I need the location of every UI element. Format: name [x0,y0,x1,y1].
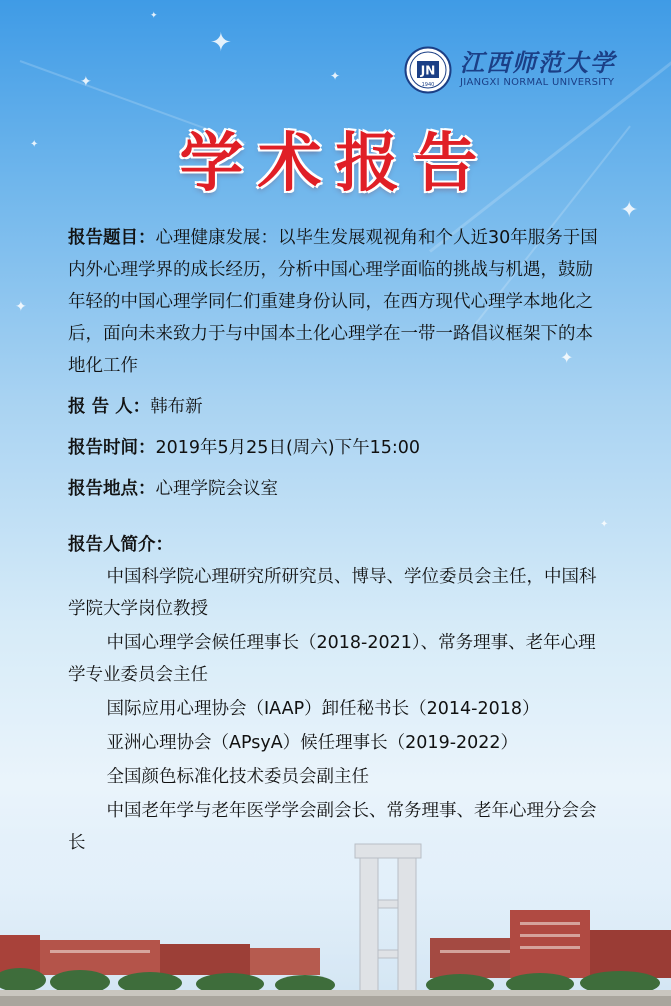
time-label: 报告时间： [68,438,156,458]
campus-building [160,944,250,975]
report-details [68,222,608,859]
campus-building [250,948,320,975]
campus-skyline [0,840,671,1006]
topic-text: 心理健康发展：以毕生发展观视角和个人近30年服务于国内外心理学界的成长经历，分析中国心理学面临的挑战与机遇，鼓励年轻的中国心理学同仁们重建身份认同，在西方现代心理学本地化之后，面向未来致力于与中国本土化心理学在一带一路倡议框架下的本地化工作 [68,228,598,376]
campus-building [590,930,671,978]
sparkle-icon: ✦ [15,299,27,315]
bio-item: 中国科学院心理研究所研究员、博导、学位委员会主任，中国科学院大学岗位教授 [68,567,597,619]
speaker-row [68,391,608,423]
speaker-label: 报 告 人： [68,397,151,417]
location-row [68,473,608,505]
speaker-value: 韩布新 [150,397,203,417]
university-seal-icon [404,46,452,94]
report-topic [68,222,608,382]
bio-item: 国际应用心理协会（IAAP）卸任秘书长（2014-2018） [106,699,540,719]
bio-item: 全国颜色标准化技术委员会副主任 [106,767,369,787]
bio-item: 中国心理学会候任理事长（2018-2021）、常务理事、老年心理学专业委员会主任 [68,633,596,685]
page-title: 学术报告 [179,126,492,201]
time-row [68,432,608,464]
university-name-cn: 江西师范大学 [460,48,616,77]
topic-label: 报告题目： [68,228,156,248]
sparkle-icon: ✦ [80,74,92,90]
location-label: 报告地点： [68,479,156,499]
campus-building [40,940,160,975]
sparkle-icon: ✦ [330,69,341,83]
time-value: 2019年5月25日(周六)下午15:00 [155,438,421,458]
bio-heading: 报告人简介： [68,535,173,555]
university-name-en: JIANGXI NORMAL UNIVERSITY [460,77,615,88]
sparkle-icon: ✦ [600,519,609,530]
seal-letters: JN [420,63,436,78]
sparkle-icon: ✦ [30,139,39,150]
campus-building [430,938,520,978]
sparkle-icon: ✦ [210,28,232,58]
university-logo [404,44,616,96]
sparkle-icon: ✦ [560,348,574,367]
bio-item: 亚洲心理协会（APsyA）候任理事长（2019-2022） [106,733,519,753]
bio-item: 中国老年学与老年医学学会副会长、常务理事、老年心理分会会 [106,801,597,821]
seal-year: 1940 [421,82,435,88]
sparkle-icon: ✦ [620,198,639,223]
sparkle-icon: ✦ [150,11,158,21]
campus-building [510,910,590,978]
location-value: 心理学院会议室 [155,479,278,499]
